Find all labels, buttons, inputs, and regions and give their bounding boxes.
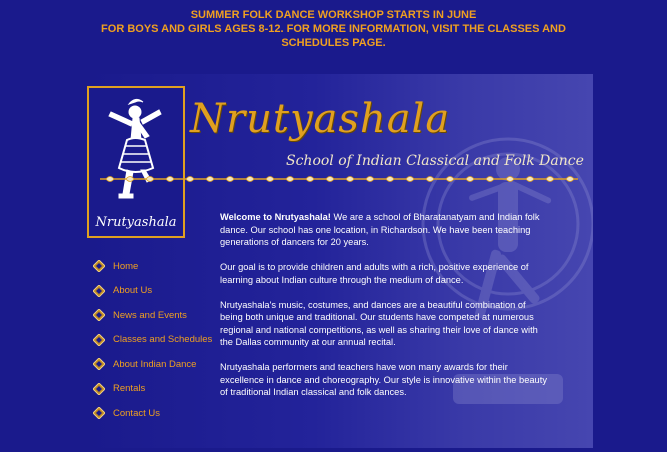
main-content — [220, 211, 550, 411]
welcome-text: We are a school of Bharatanatyam and Indian folk dance. Our school has one location, in Richardson. We have been teaching generations of dancers for 20 years. — [220, 212, 540, 247]
music-paragraph: Nrutyashala's music, costumes, and dances are a beautiful combination of being both unique and traditional. Our students have competed at numerous regional and national competitions, as well as sharing their love of dance with the Dallas community at our annual recital. — [220, 299, 538, 347]
main-nav — [93, 254, 218, 426]
awards-paragraph: Nrutyashala performers and teachers have won many awards for their excellence in dance and choreography. Our style is innovative within the beauty of traditional Indian classical and folk dances. — [220, 362, 547, 397]
diamond-bullet-icon — [93, 383, 105, 395]
nav-item-news-and-events[interactable] — [93, 303, 218, 328]
diamond-bullet-icon — [93, 285, 105, 297]
nav-item-label: Rentals — [113, 383, 146, 395]
brand-subtitle: School of Indian Classical and Folk Dance — [286, 153, 584, 169]
ornamental-divider — [100, 174, 578, 184]
nav-item-label: About Indian Dance — [113, 358, 197, 370]
nav-item-rentals[interactable] — [93, 377, 218, 402]
logo[interactable] — [87, 86, 185, 238]
diamond-bullet-icon — [93, 334, 105, 346]
nav-item-label: Contact Us — [113, 407, 160, 419]
logo-text: Nrutyashala — [95, 215, 177, 230]
nav-item-about-indian-dance[interactable] — [93, 352, 218, 377]
nav-item-classes-and-schedules[interactable] — [93, 328, 218, 353]
nav-item-label: Home — [113, 260, 139, 272]
nav-item-about-us[interactable] — [93, 279, 218, 304]
welcome-paragraph — [220, 211, 550, 249]
welcome-heading: Welcome to Nrutyashala! — [220, 212, 331, 222]
goal-paragraph: Our goal is to provide children and adults with a rich, positive experience of learning about Indian culture through the medium of dance. — [220, 262, 529, 285]
diamond-bullet-icon — [93, 358, 105, 370]
dancer-icon — [89, 90, 183, 210]
brand-title: Nrutyashala — [190, 96, 451, 142]
announcement-banner — [0, 8, 667, 50]
announcement-line-3: SCHEDULES PAGE. — [281, 37, 386, 49]
nav-item-label: News and Events — [113, 309, 187, 321]
nav-item-home[interactable] — [93, 254, 218, 279]
nav-item-label: About Us — [113, 285, 153, 297]
diamond-bullet-icon — [93, 260, 105, 272]
nav-item-contact-us[interactable] — [93, 401, 218, 426]
announcement-line-2: FOR BOYS AND GIRLS AGES 8-12. FOR MORE INFORMATION, VISIT THE CLASSES AND — [101, 23, 566, 35]
diamond-bullet-icon — [93, 407, 105, 419]
diamond-bullet-icon — [93, 309, 105, 321]
nav-item-label: Classes and Schedules — [113, 334, 213, 346]
announcement-line-1: SUMMER FOLK DANCE WORKSHOP STARTS IN JUNE — [190, 9, 477, 21]
